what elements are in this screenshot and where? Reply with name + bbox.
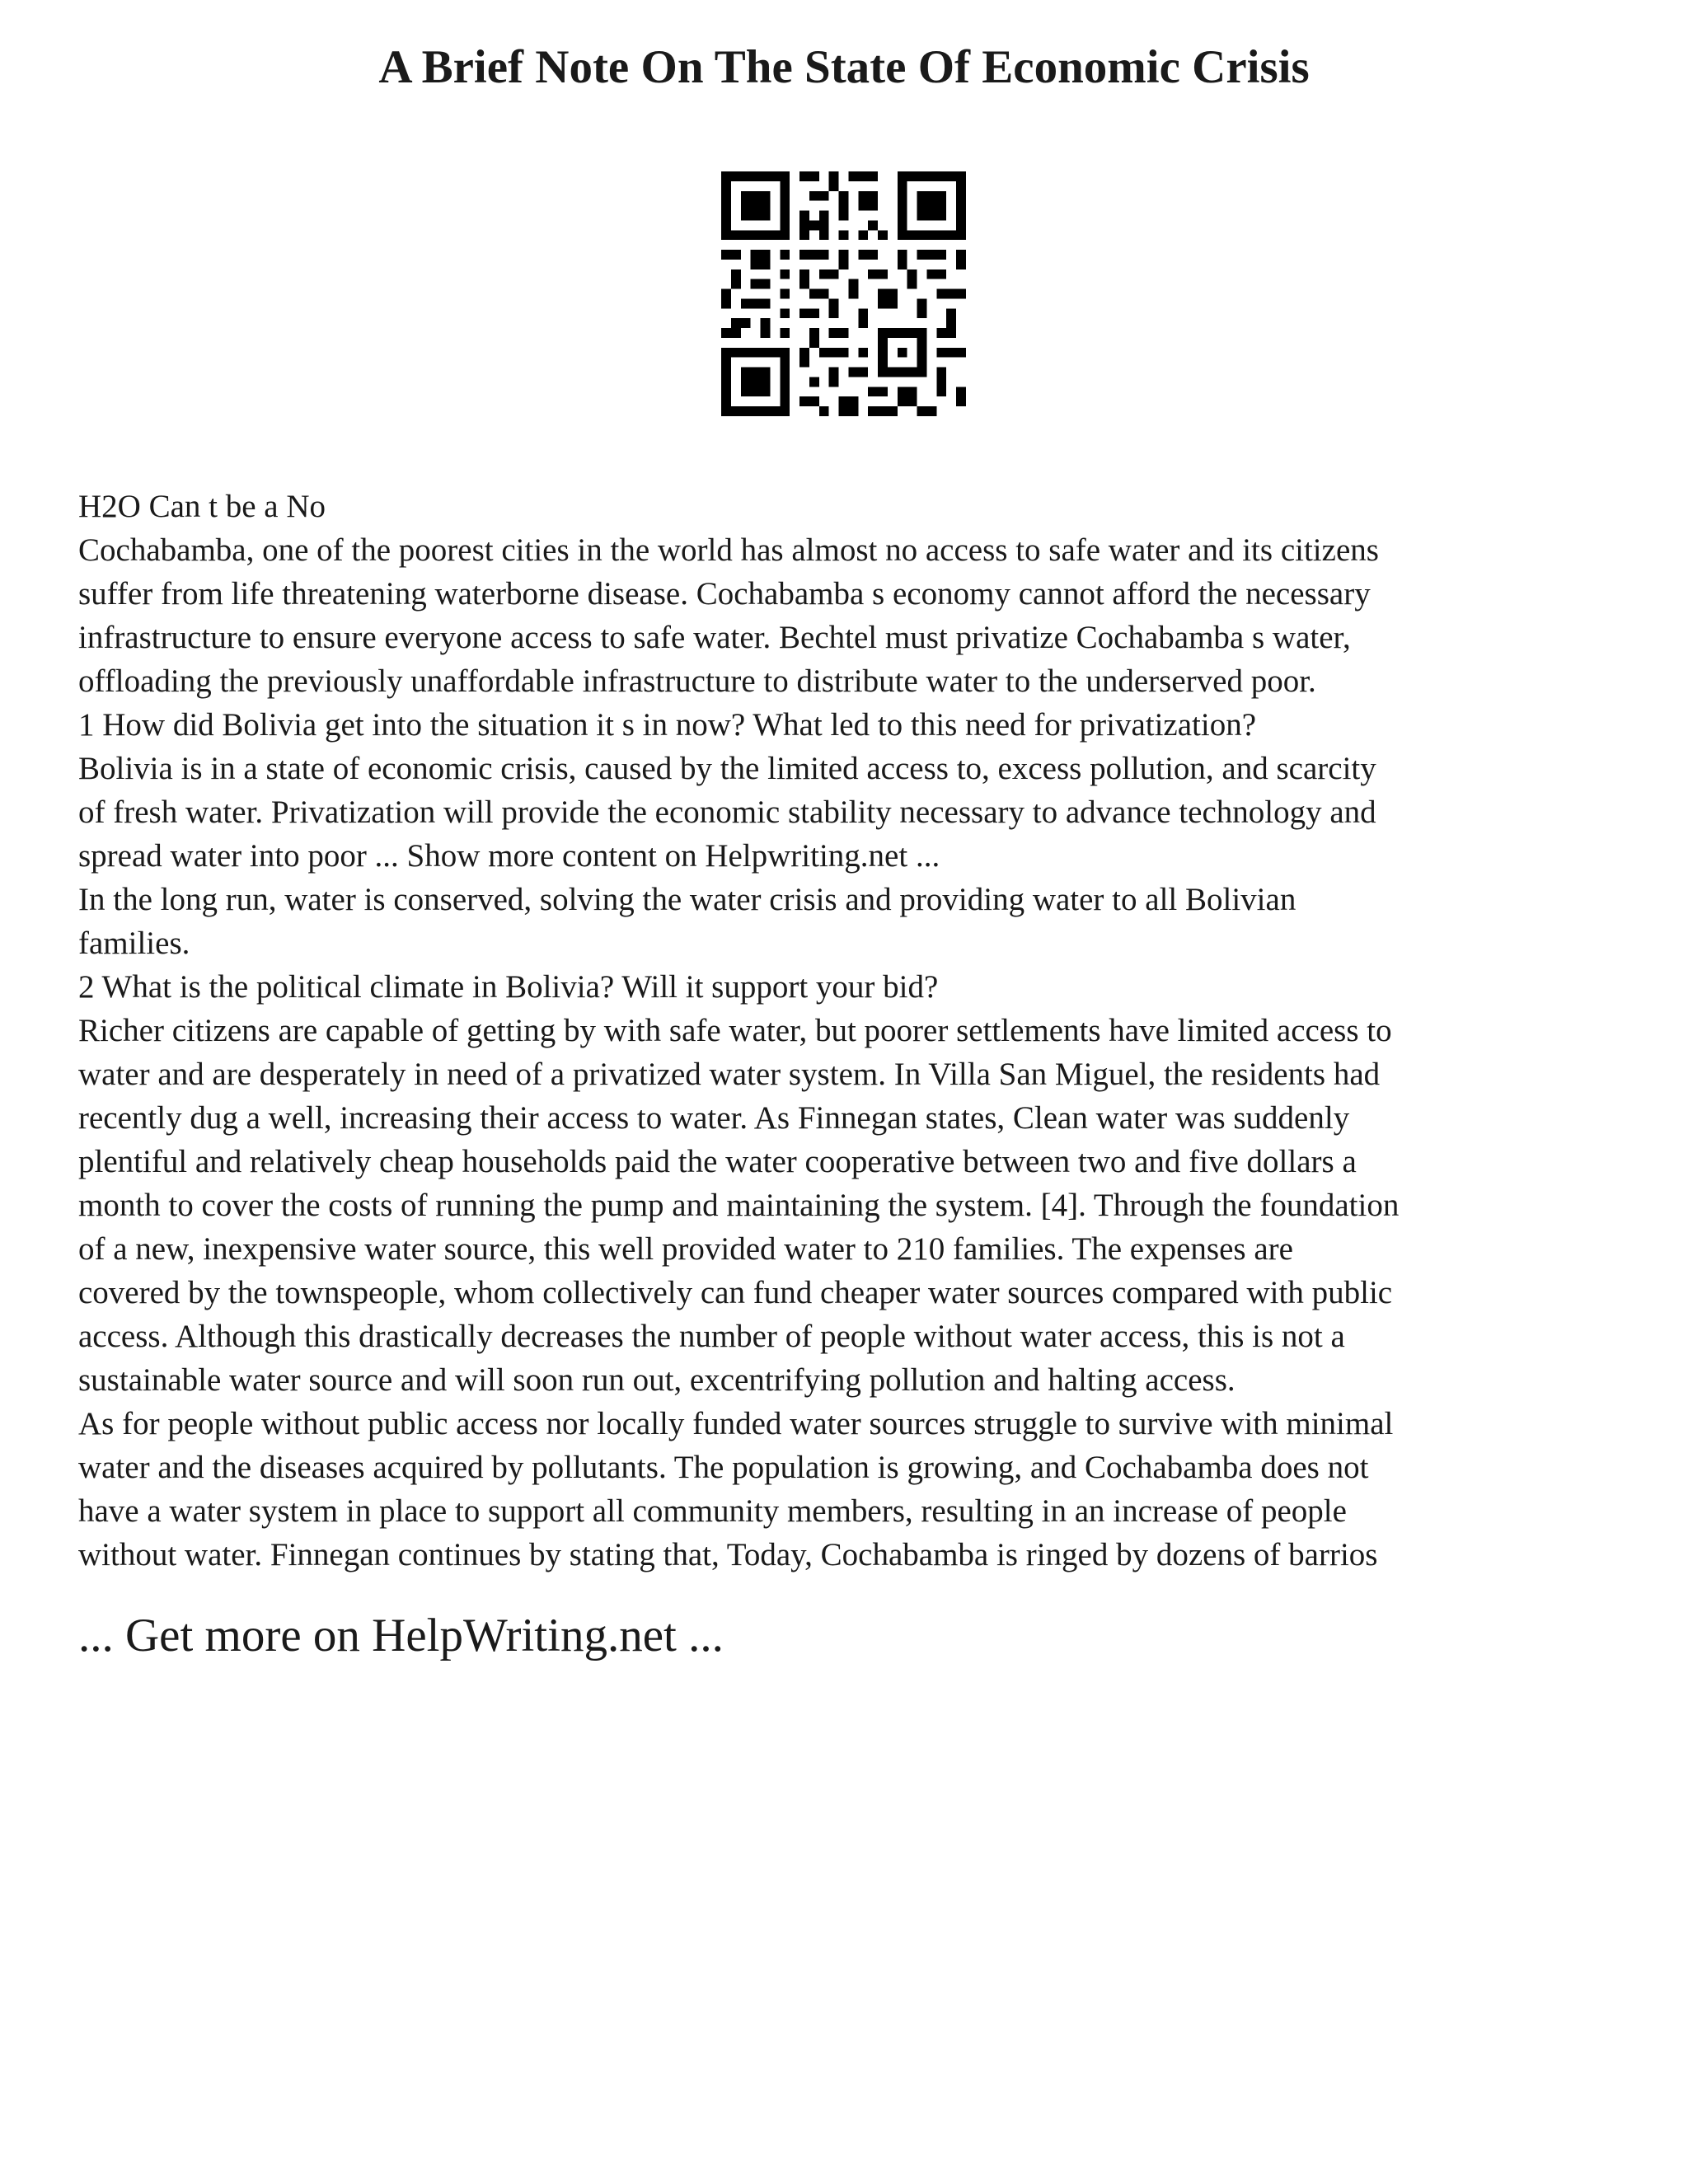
- body-line: water and the diseases acquired by pollutants. The population is growing, and Cochabamba does not: [78, 1450, 1369, 1485]
- page-title: A Brief Note On The State Of Economic Crisis: [378, 41, 1310, 93]
- body-line: Richer citizens are capable of getting by with safe water, but poorer settlements have limited access to: [78, 1013, 1392, 1048]
- body-line: without water. Finnegan continues by stating that, Today, Cochabamba is ringed by dozens of barrios: [78, 1537, 1378, 1572]
- body-line: As for people without public access nor locally funded water sources struggle to survive with minimal: [78, 1406, 1394, 1441]
- body-line: suffer from life threatening waterborne disease. Cochabamba s economy cannot afford the necessary: [78, 576, 1371, 612]
- get-more-link[interactable]: ... Get more on HelpWriting.net ...: [78, 1610, 724, 1661]
- body-line: of fresh water. Privatization will provide the economic stability necessary to advance technology and: [78, 794, 1376, 830]
- body-line: infrastructure to ensure everyone access to safe water. Bechtel must privatize Cochabamba s water,: [78, 620, 1351, 655]
- qr-code-icon[interactable]: [721, 171, 966, 416]
- body-line: of a new, inexpensive water source, this well provided water to 210 families. The expenses are: [78, 1231, 1293, 1267]
- body-line: Bolivia is in a state of economic crisis, caused by the limited access to, excess pollution, and scarcity: [78, 751, 1376, 786]
- question-heading: 2 What is the political climate in Bolivia? Will it support your bid?: [78, 969, 939, 1005]
- question-heading: 1 How did Bolivia get into the situation it s in now? What led to this need for privatization?: [78, 707, 1257, 743]
- body-line: month to cover the costs of running the pump and maintaining the system. [4]. Through the foundation: [78, 1188, 1400, 1223]
- body-line: plentiful and relatively cheap households paid the water cooperative between two and five dollars a: [78, 1144, 1357, 1179]
- body-line: recently dug a well, increasing their access to water. As Finnegan states, Clean water was suddenly: [78, 1100, 1350, 1136]
- body-line: covered by the townspeople, whom collectively can fund cheaper water sources compared with public: [78, 1275, 1393, 1310]
- body-line: In the long run, water is conserved, solving the water crisis and providing water to all Bolivian: [78, 882, 1296, 917]
- body-line: have a water system in place to support all community members, resulting in an increase of people: [78, 1493, 1347, 1529]
- body-line: offloading the previously unaffordable infrastructure to distribute water to the underserved poor.: [78, 663, 1316, 699]
- body-line-with-link[interactable]: spread water into poor ... Show more content on Helpwriting.net ...: [78, 838, 940, 874]
- body-line: Cochabamba, one of the poorest cities in the world has almost no access to safe water and its citizens: [78, 532, 1379, 568]
- body-line: families.: [78, 926, 190, 961]
- section-heading: H2O Can t be a No: [78, 489, 326, 524]
- body-line: water and are desperately in need of a privatized water system. In Villa San Miguel, the residents had: [78, 1057, 1381, 1092]
- body-line: sustainable water source and will soon run out, excentrifying pollution and halting access.: [78, 1362, 1236, 1398]
- body-line: access. Although this drastically decreases the number of people without water access, this is not a: [78, 1319, 1345, 1354]
- document-body: [78, 485, 1628, 1577]
